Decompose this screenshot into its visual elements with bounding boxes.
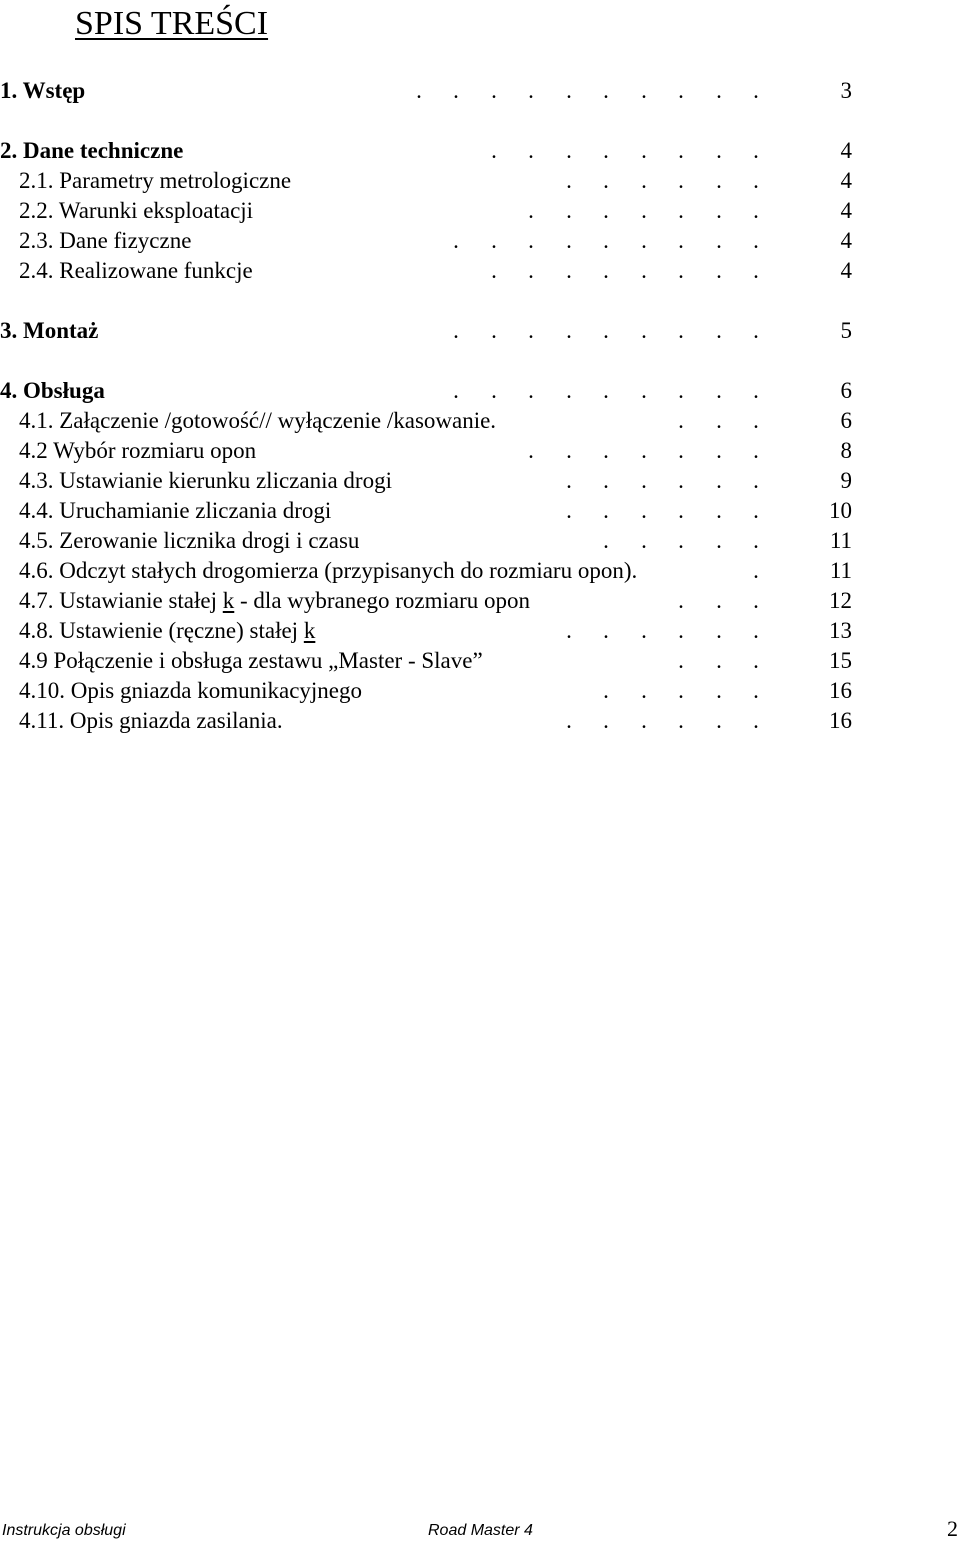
toc-entry-title: 2. Dane techniczne (0, 138, 184, 163)
constant-k-symbol: k (222, 588, 235, 613)
toc-page-number: 11 (829, 558, 852, 583)
toc-entry (0, 466, 960, 496)
toc-page-number: 4 (840, 168, 852, 193)
toc-dot-leader: . . . . . . . (528, 198, 759, 223)
toc-entry (0, 136, 960, 166)
toc-dot-leader: . . . . . . (566, 168, 759, 193)
toc-dot-leader: . . . . . (603, 678, 759, 703)
constant-k-symbol: k (303, 618, 316, 643)
toc-entry-title: 4.8. Ustawienie (ręczne) stałej k (19, 618, 316, 643)
toc-page-number: 13 (829, 618, 852, 643)
toc-entry (0, 316, 960, 346)
toc-page-number: 8 (840, 438, 852, 463)
toc-entry-title: 4.6. Odczyt stałych drogomierza (przypisanych do rozmiaru opon). (19, 558, 638, 583)
footer-document-name: Instrukcja obsługi (2, 1522, 126, 1539)
toc-entry-title: 2.2. Warunki eksploatacji (19, 198, 254, 223)
toc-entry-title: 4.1. Załączenie /gotowość// wyłączenie /kasowanie. (19, 408, 497, 433)
toc-entry (0, 196, 960, 226)
toc-page-number: 4 (840, 138, 852, 163)
toc-page-number: 11 (829, 528, 852, 553)
toc-entry (0, 496, 960, 526)
toc-entry-title: 4.9 Połączenie i obsługa zestawu „Master - Slave” (19, 648, 483, 673)
toc-entry (0, 406, 960, 436)
toc-page-number: 16 (829, 708, 852, 733)
toc-entry (0, 436, 960, 466)
toc-entry-title: 4.5. Zerowanie licznika drogi i czasu (19, 528, 360, 553)
toc-entry (0, 616, 960, 646)
toc-dot-leader: . . . . . . . . (491, 138, 759, 163)
toc-dot-leader: . . . (678, 408, 759, 433)
toc-page-number: 4 (840, 258, 852, 283)
toc-entry (0, 586, 960, 616)
toc-dot-leader: . . . . . . . . . . (416, 78, 759, 103)
toc-dot-leader: . . . . . . . . . (453, 228, 759, 253)
footer-page-number: 2 (947, 1516, 958, 1541)
toc-entry-title: 4.7. Ustawianie stałej k - dla wybranego rozmiaru opon (19, 588, 530, 613)
toc-entry (0, 556, 960, 586)
toc-dot-leader: . . . . . (603, 528, 759, 553)
toc-dot-leader: . . . . . . (566, 618, 759, 643)
footer-product-name: Road Master 4 (428, 1522, 533, 1539)
page-title: SPIS TREŚCI (75, 5, 269, 42)
toc-entry (0, 646, 960, 676)
toc-entry (0, 376, 960, 406)
toc-entry-title: 2.3. Dane fizyczne (19, 228, 192, 253)
toc-dot-leader: . . . . . . (566, 708, 759, 733)
toc-page-number: 6 (840, 378, 852, 403)
toc-entry-title: 4.2 Wybór rozmiaru opon (19, 438, 257, 463)
toc-page-number: 15 (829, 648, 852, 673)
toc-dot-leader: . . . . . . . . . (453, 318, 759, 343)
toc-entry-title: 4.4. Uruchamianie zliczania drogi (19, 498, 332, 523)
toc-entry-title: 2.1. Parametry metrologiczne (19, 168, 292, 193)
toc-page-number: 10 (829, 498, 852, 523)
toc-dot-leader: . . . (678, 648, 759, 673)
toc-page-number: 4 (840, 228, 852, 253)
toc-page-number: 6 (840, 408, 852, 433)
toc-page-number: 12 (829, 588, 852, 613)
table-of-contents (0, 0, 960, 760)
toc-dot-leader: . . . . . . . . . (453, 378, 759, 403)
toc-entry (0, 706, 960, 736)
toc-dot-leader: . . . . . . (566, 498, 759, 523)
toc-page-number: 16 (829, 678, 852, 703)
toc-page-number: 4 (840, 198, 852, 223)
page-footer (0, 1516, 960, 1546)
toc-entry (0, 526, 960, 556)
toc-entry (0, 76, 960, 106)
toc-entry-title: 1. Wstęp (0, 78, 86, 103)
toc-dot-leader: . . . . . . (566, 468, 759, 493)
toc-entry-title: 4.11. Opis gniazda zasilania. (19, 708, 283, 733)
toc-entry (0, 226, 960, 256)
toc-page-number: 3 (840, 78, 852, 103)
toc-entry-title: 3. Montaż (0, 318, 99, 343)
toc-dot-leader: . . . . . . . (528, 438, 759, 463)
toc-entry-title: 4.3. Ustawianie kierunku zliczania drogi (19, 468, 392, 493)
toc-entry (0, 676, 960, 706)
toc-entry-title: 2.4. Realizowane funkcje (19, 258, 253, 283)
toc-entry-title: 4.10. Opis gniazda komunikacyjnego (19, 678, 363, 703)
toc-entry (0, 256, 960, 286)
toc-page-number: 5 (840, 318, 852, 343)
toc-dot-leader: . . . . . . . . (491, 258, 759, 283)
toc-page-number: 9 (840, 468, 852, 493)
toc-dot-leader: . . . (678, 588, 759, 613)
toc-entry (0, 166, 960, 196)
toc-dot-leader: . (753, 558, 759, 583)
toc-entry-title: 4. Obsługa (0, 378, 105, 403)
